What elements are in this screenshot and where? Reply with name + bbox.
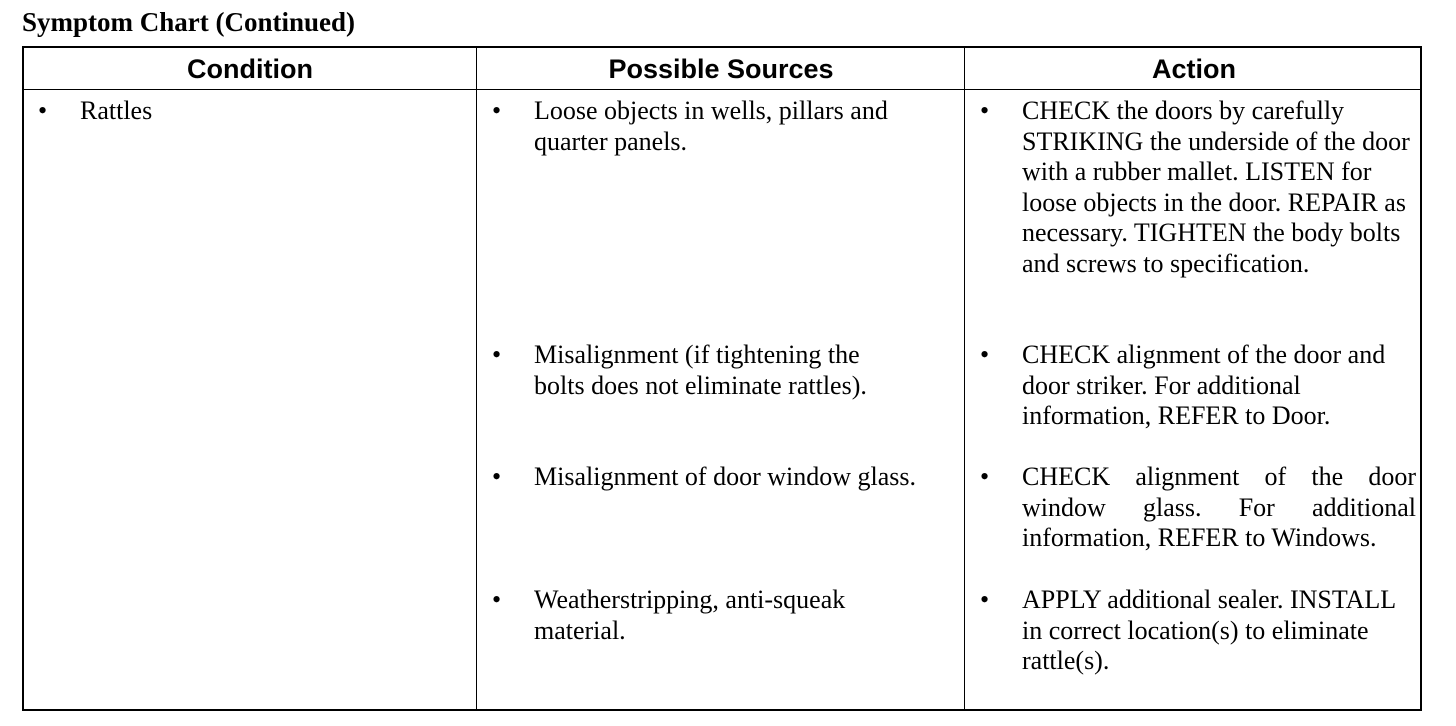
column-divider (964, 48, 965, 709)
source-text: Weatherstripping, anti-squeak material. (534, 585, 846, 645)
bullet: • (980, 96, 990, 125)
action-cell (980, 585, 1416, 677)
header-condition: Condition (187, 54, 313, 84)
source-cell (492, 340, 912, 401)
bullet: • (980, 462, 990, 491)
bullet: • (492, 585, 502, 614)
bullet: • (980, 585, 990, 614)
condition-cell (38, 96, 458, 127)
bullet: • (980, 340, 990, 369)
chart-title: Symptom Chart (Continued) (22, 7, 356, 37)
source-text: Loose objects in wells, pillars and quarter panels. (534, 96, 888, 156)
source-cell (492, 585, 942, 646)
header-action: Action (1152, 54, 1236, 84)
action-text: CHECK alignment of the door window glass. For additional information, REFER to Windows. (1022, 462, 1416, 553)
bullet: • (492, 96, 502, 125)
symptom-chart-table (22, 46, 1422, 711)
bullet: • (492, 462, 502, 491)
column-divider (476, 48, 477, 709)
action-cell (980, 96, 1416, 280)
action-text: CHECK the doors by carefully STRIKING the underside of the door with a rubber mallet. LISTEN for loose objects in the door. REPAIR as necessary. TIGHTEN the body bolts and screws to specification. (1022, 96, 1410, 278)
source-cell (492, 96, 942, 157)
bullet: • (492, 340, 502, 369)
action-text: APPLY additional sealer. INSTALL in correct location(s) to eliminate rattle(s). (1022, 585, 1396, 676)
action-cell (980, 340, 1416, 432)
header-possible-sources: Possible Sources (608, 54, 834, 84)
bullet: • (38, 96, 48, 125)
source-text: Misalignment (if tightening the bolts does not eliminate rattles). (534, 340, 867, 400)
condition-text: Rattles (80, 96, 153, 125)
action-text: CHECK alignment of the door and door striker. For additional information, REFER to Door. (1022, 340, 1386, 431)
header-divider (24, 89, 1420, 90)
action-cell (980, 462, 1416, 554)
source-text: Misalignment of door window glass. (534, 462, 917, 491)
source-cell (492, 462, 942, 493)
